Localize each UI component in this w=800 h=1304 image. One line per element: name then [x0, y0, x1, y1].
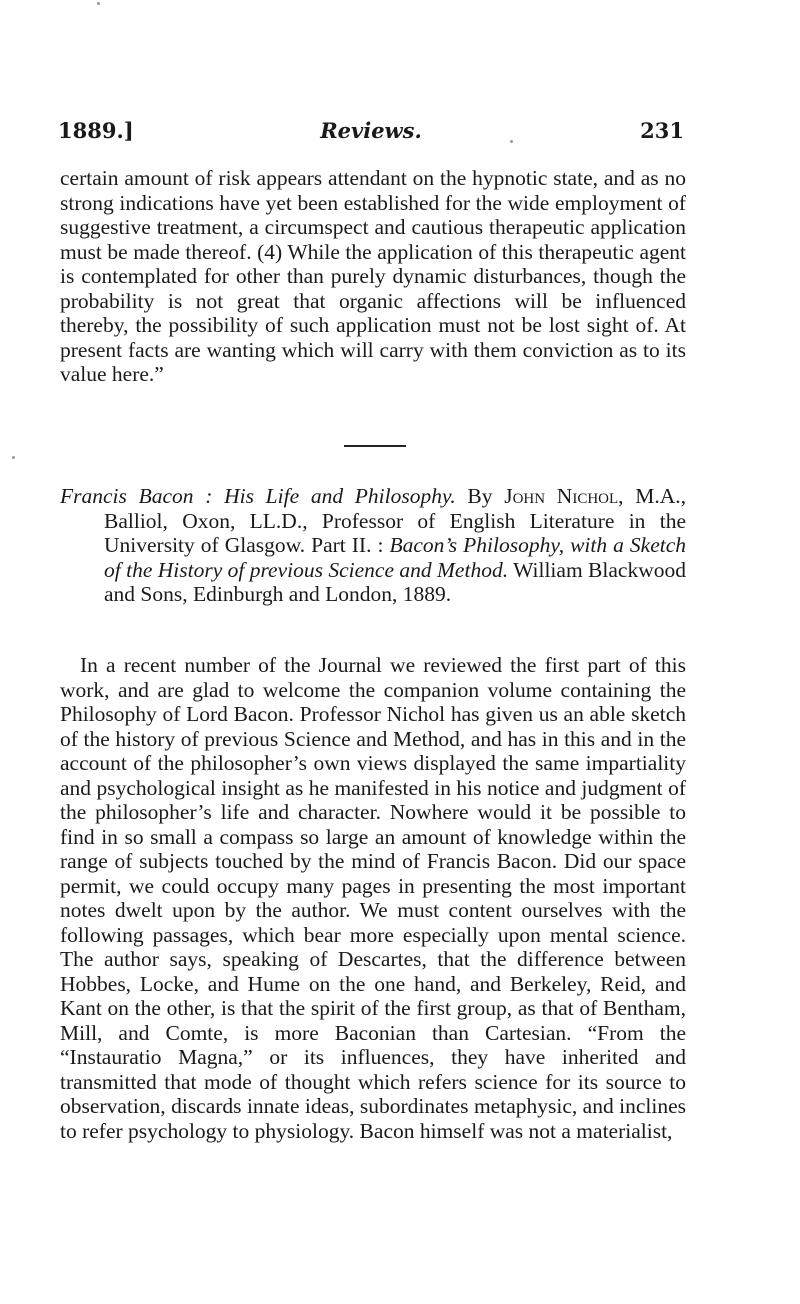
citation-part-title: Bacon’s Philosophy, with a Sketch of the History of previous Science and Method. — [104, 533, 687, 582]
section-divider — [344, 445, 406, 447]
citation-by: By — [467, 484, 493, 508]
citation-book-title: Francis Bacon : His Life and Philosophy. — [60, 484, 456, 508]
review-paragraph: In a recent number of the Journal we reviewed the first part of this work, and are glad to welcome the companion volume containing the Philosophy of Lord Bacon. Professor Nichol has given us an able sketch of the history of previous Science and Method, and has in this and in the account of the philosopher’s own views displayed the same impartiality and psychological insight as he manifested in his notice and judgment of the philosopher’s life and character. Nowhere would it be possible to find in so small a compass so large an amount of knowledge within the range of subjects touched by the mind of Francis Bacon. Did our space permit, we could occupy many pages in presenting the most important notes dwelt upon by the author. We must content ourselves with the following passages, which bear more especially upon mental science. The author says, speaking of Descartes, that the difference between Hobbes, Locke, and Hume on the one hand, and Berkeley, Reid, and Kant on the other, is that the spirit of the first group, as that of Bentham, Mill, and Comte, is more Baconian than Cartesian. “From the “Instauratio Magna,” or its influences, they have inherited and transmitted that mode of thought which refers science for its source to observation, discards innate ideas, subordinates metaphysic, and inclines to refer psychology to physiology. Bacon himself was not a materialist, — [60, 653, 686, 1143]
header-running-title: Reviews. — [320, 118, 422, 143]
scan-speck — [12, 456, 15, 459]
quote-paragraph: certain amount of risk appears attendant on the hypnotic state, and as no strong indications have yet been established for the wide employment of suggestive treatment, a circumspect and cautious therapeutic application must be made thereof. (4) While the application of this therapeutic agent is contemplated for other than purely dynamic disturbances, though the probability is not great that organic affections will be influenced thereby, the possibility of such application must not be lost sight of. At present facts are wanting which will carry with them conviction as to its value here.” — [60, 166, 686, 386]
citation-author: John Nichol, — [504, 484, 624, 508]
scan-speck — [97, 2, 100, 5]
book-citation — [60, 484, 686, 607]
header-year: 1889.] — [58, 118, 134, 143]
citation-publisher: William Blackwood and Sons, Edinburgh and London, 1889. — [104, 557, 686, 606]
running-header — [58, 118, 684, 154]
citation-credentials: M.A., Balliol, Oxon, LL.D., Professor of English Literature in the University of Glasgow. Part II. : — [104, 484, 687, 557]
scan-speck — [510, 140, 513, 143]
page-number: 231 — [640, 118, 684, 143]
